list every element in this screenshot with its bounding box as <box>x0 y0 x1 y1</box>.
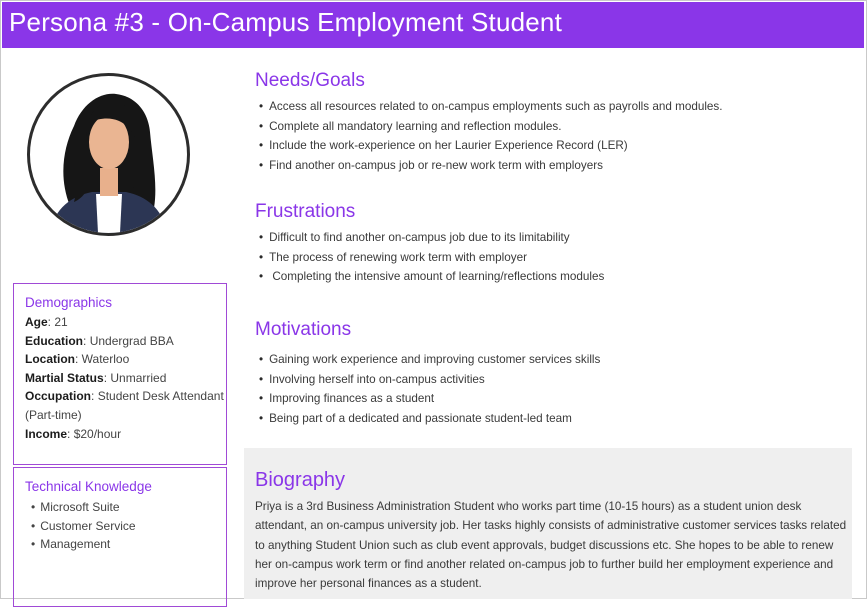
motivations-item: • Involving herself into on-campus activities <box>259 370 600 390</box>
biography-title: Biography <box>255 469 346 491</box>
persona-avatar-icon <box>30 76 187 233</box>
needs-goals-item: • Find another on-campus job or re-new work term with employers <box>259 156 723 176</box>
demographics-income: Income: $20/hour <box>25 426 122 441</box>
demographics-title: Demographics <box>25 295 113 310</box>
technical-knowledge-item: • Customer Service <box>25 517 226 536</box>
persona-avatar <box>27 73 190 236</box>
frustrations-list <box>259 228 604 287</box>
technical-knowledge-title: Technical Knowledge <box>25 479 152 494</box>
biography-panel <box>244 448 852 599</box>
motivations-item: • Improving finances as a student <box>259 389 600 409</box>
demographics-location: Location: Waterloo <box>25 352 130 367</box>
frustrations-item: • The process of renewing work term with employer <box>259 248 604 268</box>
page-title: Persona #3 - On-Campus Employment Student <box>2 2 864 48</box>
needs-goals-list <box>259 97 723 175</box>
demographics-education: Education: Undergrad BBA <box>25 333 174 348</box>
demographics-age: Age: 21 <box>25 315 68 329</box>
needs-goals-item: • Access all resources related to on-campus employments such as payrolls and modules. <box>259 97 723 117</box>
demographics-occupation: Occupation: Student Desk Attendant (Part-time) <box>25 389 224 422</box>
motivations-item: • Being part of a dedicated and passionate student-led team <box>259 409 600 429</box>
technical-knowledge-panel <box>13 467 227 607</box>
frustrations-title: Frustrations <box>255 201 356 222</box>
motivations-list <box>259 350 600 428</box>
demographics-marital-status: Martial Status: Unmarried <box>25 370 167 385</box>
needs-goals-title: Needs/Goals <box>255 70 365 91</box>
needs-goals-item: • Include the work-experience on her Laurier Experience Record (LER) <box>259 136 723 156</box>
motivations-item: • Gaining work experience and improving customer services skills <box>259 350 600 370</box>
needs-goals-item: • Complete all mandatory learning and reflection modules. <box>259 117 723 137</box>
frustrations-item: • Difficult to find another on-campus job due to its limitability <box>259 228 604 248</box>
motivations-title: Motivations <box>255 319 352 340</box>
technical-knowledge-item: • Microsoft Suite <box>25 498 226 517</box>
frustrations-item: • Completing the intensive amount of learning/reflections modules <box>259 267 604 287</box>
biography-text: Priya is a 3rd Business Administration Student who works part time (10-15 hours) as a student union desk attendant, an on-campus university job. Her tasks highly consists of administrative customer services tasks related to anything Student Union such as club event approvals, budget discussions etc. She hopes to be able to renew her on-campus work term or find another related on-campus job to further build her employment experience and improve her personal finances as a student. <box>255 500 847 591</box>
demographics-panel <box>13 283 227 465</box>
technical-knowledge-item: • Management <box>25 535 226 554</box>
